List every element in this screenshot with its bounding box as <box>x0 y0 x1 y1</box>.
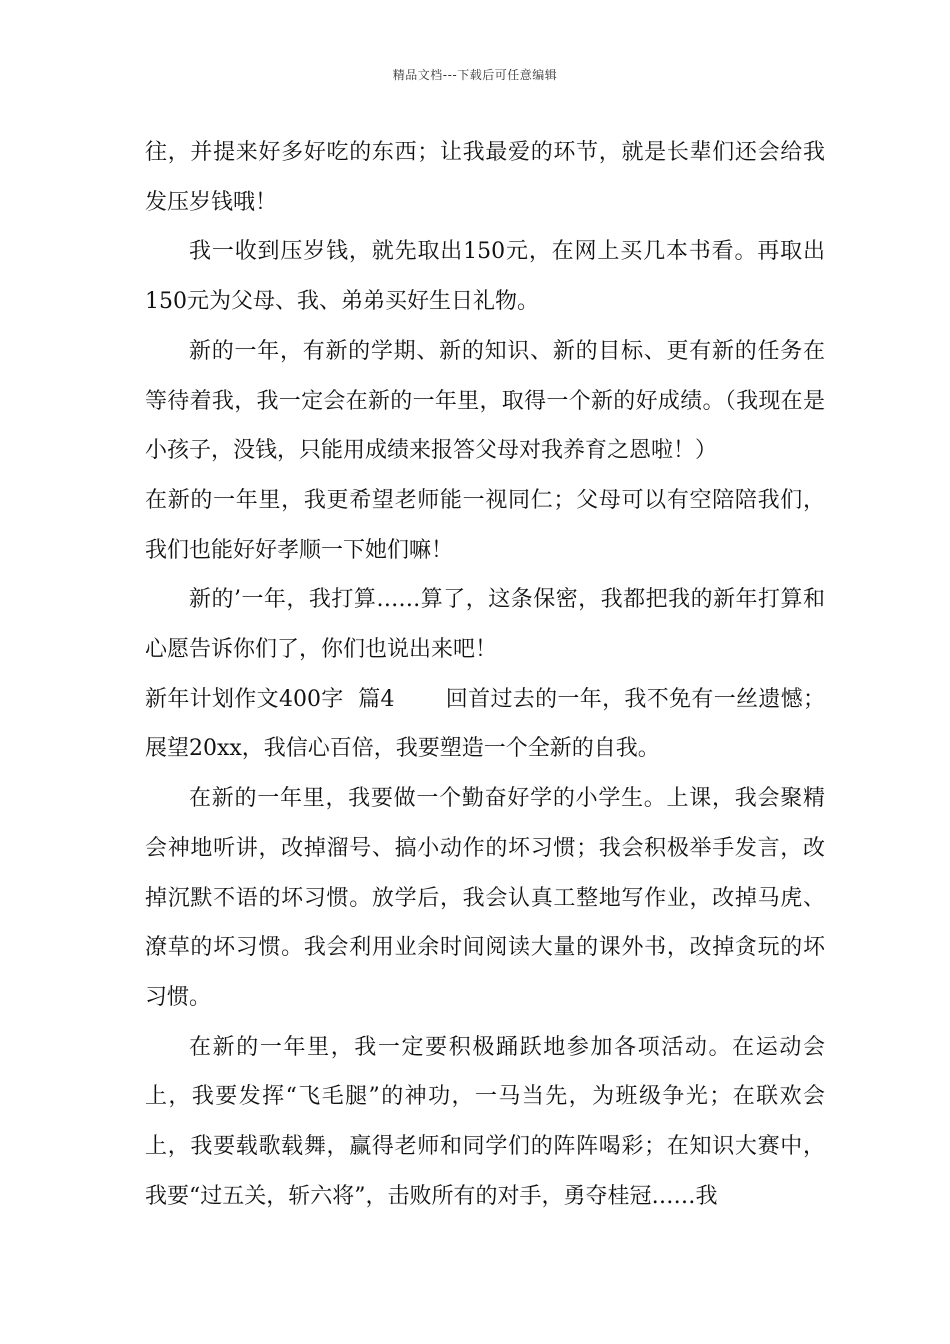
paragraph: 我一收到压岁钱，就先取出150元，在网上买几本书看。再取出150元为父母、我、弟弟买好生日礼物。 <box>145 239 825 315</box>
paragraph: 往，并提来好多好吃的东西；让我最爱的环节，就是长辈们还会给我发压岁钱哦！ <box>145 140 825 215</box>
paragraph: 新的’一年，我打算……算了，这条保密，我都把我的新年打算和心愿告诉你们了，你们也说出来吧！ <box>145 587 825 663</box>
paragraph: 在新的一年里，我更希望老师能一视同仁；父母可以有空陪陪我们，我们也能好好孝顺一下她们嘛！ <box>145 487 825 563</box>
section-paragraph <box>145 675 825 774</box>
paragraph-text: 回首过去的一年，我不免有一丝遗憾；展望20xx，我信心百倍，我要塑造一个全新的自我。 <box>145 686 825 762</box>
section-title: 新年计划作文400字 篇4 <box>145 686 395 712</box>
document-body <box>145 128 825 1221</box>
paragraph: 新的一年，有新的学期、新的知识、新的目标、更有新的任务在等待着我，我一定会在新的一年里，取得一个新的好成绩。（我现在是小孩子，没钱，只能用成绩来报答父母对我养育之恩啦！） <box>145 338 825 464</box>
paragraph: 在新的一年里，我一定要积极踊跃地参加各项活动。在运动会上，我要发挥“飞毛腿”的神功，一马当先，为班级争光；在联欢会上，我要载歌载舞，赢得老师和同学们的阵阵喝彩；在知识大赛中，我要“过五关，斩六将”，击败所有的对手，勇夺桂冠……我 <box>145 1034 825 1209</box>
page-header: 精品文档---下载后可任意编辑 <box>392 68 558 82</box>
paragraph: 在新的一年里，我要做一个勤奋好学的小学生。上课，我会聚精会神地听讲，改掉溜号、搞小动作的坏习惯；我会积极举手发言，改掉沉默不语的坏习惯。放学后，我会认真工整地写作业，改掉马虎、潦草的坏习惯。我会利用业余时间阅读大量的课外书，改掉贪玩的坏习惯。 <box>145 786 825 1010</box>
